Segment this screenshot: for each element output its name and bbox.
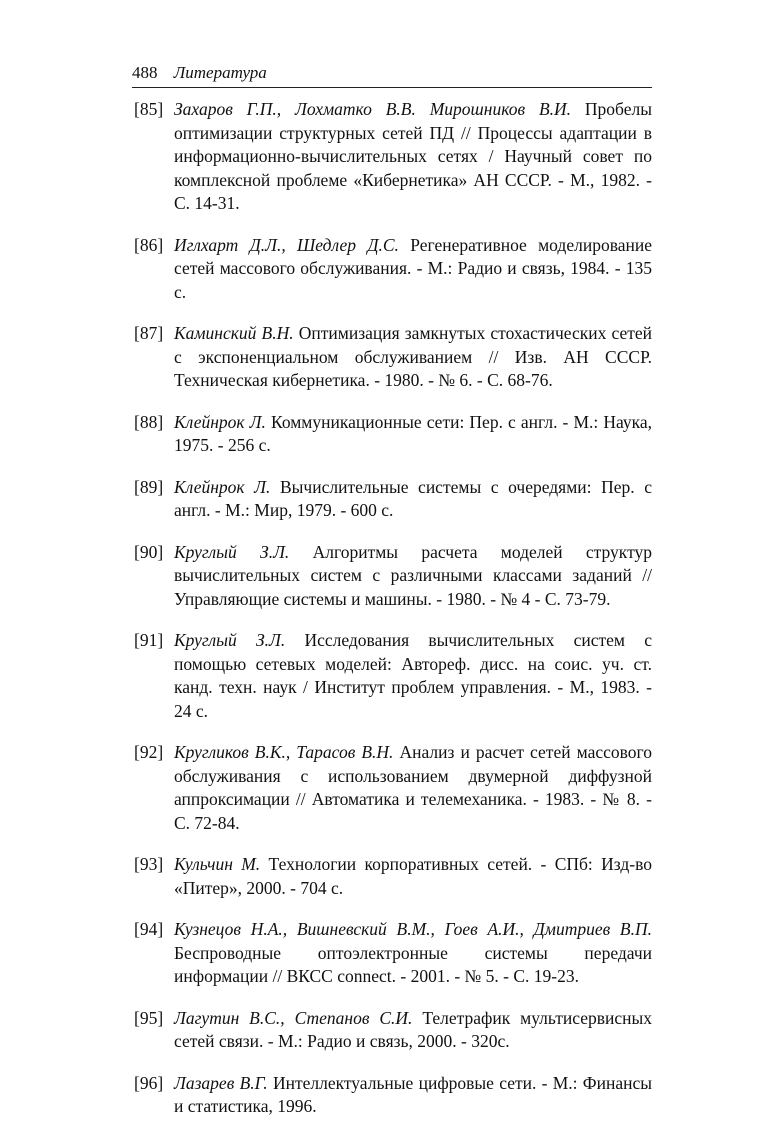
reference-authors: Круглый З.Л. [174,541,290,562]
reference-item [134,322,652,393]
reference-authors: Клейнрок Л. [174,476,271,497]
reference-item [134,234,652,305]
reference-number: [93] [134,854,164,874]
reference-number: [90] [134,541,164,562]
reference-number: [88] [134,411,164,432]
reference-authors: Лагутин В.С., Степанов С.И. [174,1007,413,1028]
reference-text: Беспроводные оптоэлектронные системы передачи информации // ВКСС connect. - 2001. - № 5. - С. 19-23. [174,942,652,986]
reference-authors: Кульчин М. [174,854,261,874]
reference-number: [96] [134,1072,164,1093]
reference-text: Пробелы оптимизации структурных сетей ПД // Процессы адаптации в информационно-вычислительных сетях / Научный совет по комплексной проблеме «Кибернетика» АН СССР. - М., 1982. - С. 14-31. [174,99,652,213]
reference-text: Телетрафик мультисервисных сетей связи. - М.: Радио и связь, 2000. - 320с. [174,1007,652,1051]
reference-number: [91] [134,630,164,650]
reference-number: [85] [134,99,164,119]
reference-authors: Каминский В.Н. [174,323,294,343]
reference-text: Анализ и расчет сетей массового обслуживания с использованием двумерной диффузной аппроксимации // Автоматика и телемеханика. - 1983. - № 8. - С. 72-84. [174,742,653,833]
running-header [132,62,652,88]
header-title: Литература [173,63,267,82]
reference-number: [87] [134,323,164,343]
reference-authors: Клейнрок Л. [174,411,266,432]
page-number: 488 [132,63,158,82]
reference-authors: Круглый З.Л. [174,630,286,650]
reference-item [134,853,652,900]
reference-item [134,411,652,458]
reference-item [134,541,652,612]
reference-number: [92] [134,742,164,762]
reference-text: Коммуникационные сети: Пер. с англ. - М.: Наука, 1975. - 256 с. [174,411,653,455]
reference-item [134,629,652,723]
reference-text: Технологии корпоративных сетей. - СПб: Изд-во «Питер», 2000. - 704 с. [174,854,653,898]
reference-authors: Кругликов В.К., Тарасов В.Н. [174,742,394,762]
reference-item [134,1072,652,1119]
reference-number: [86] [134,234,164,255]
reference-authors: Захаров Г.П., Лохматко В.В. Мирошников В.И. [174,99,572,119]
reference-item [134,918,652,989]
reference-text: Интеллектуальные цифровые сети. - М.: Финансы и статистика, 1996. [174,1072,653,1116]
reference-item [134,1007,652,1054]
reference-item [134,741,652,835]
reference-text: Регенеративное моделирование сетей массового обслуживания. - М.: Радио и связь, 1984. - 135 с. [174,234,652,302]
reference-number: [89] [134,476,164,497]
reference-text: Оптимизация замкнутых стохастических сетей с экспоненциальном обслуживанием // Изв. АН СССР. Техническая кибернетика. - 1980. - № 6. - С. 68-76. [174,323,652,390]
reference-text: Вычислительные системы с очередями: Пер. с англ. - М.: Мир, 1979. - 600 с. [174,476,652,520]
reference-number: [94] [134,919,164,939]
reference-authors: Лазарев В.Г. [174,1072,268,1093]
reference-text: Исследования вычислительных систем с помощью сетевых моделей: Автореф. дисс. на соис. уч. ст. канд. техн. наук / Институт проблем управления. - М., 1983. - 24 с. [174,630,652,721]
reference-item [134,98,652,216]
reference-number: [95] [134,1007,164,1028]
reference-authors: Кузнецов Н.А., Вишневский В.М., Гоев А.И., Дмитриев В.П. [174,919,652,939]
reference-authors: Иглхарт Д.Л., Шедлер Д.С. [174,234,399,255]
reference-list [134,98,652,1137]
reference-item [134,476,652,523]
reference-text: Алгоритмы расчета моделей структур вычислительных систем с различными классами заданий // Управляющие системы и машины. - 1980. - № 4 - С. 73-79. [174,541,652,609]
